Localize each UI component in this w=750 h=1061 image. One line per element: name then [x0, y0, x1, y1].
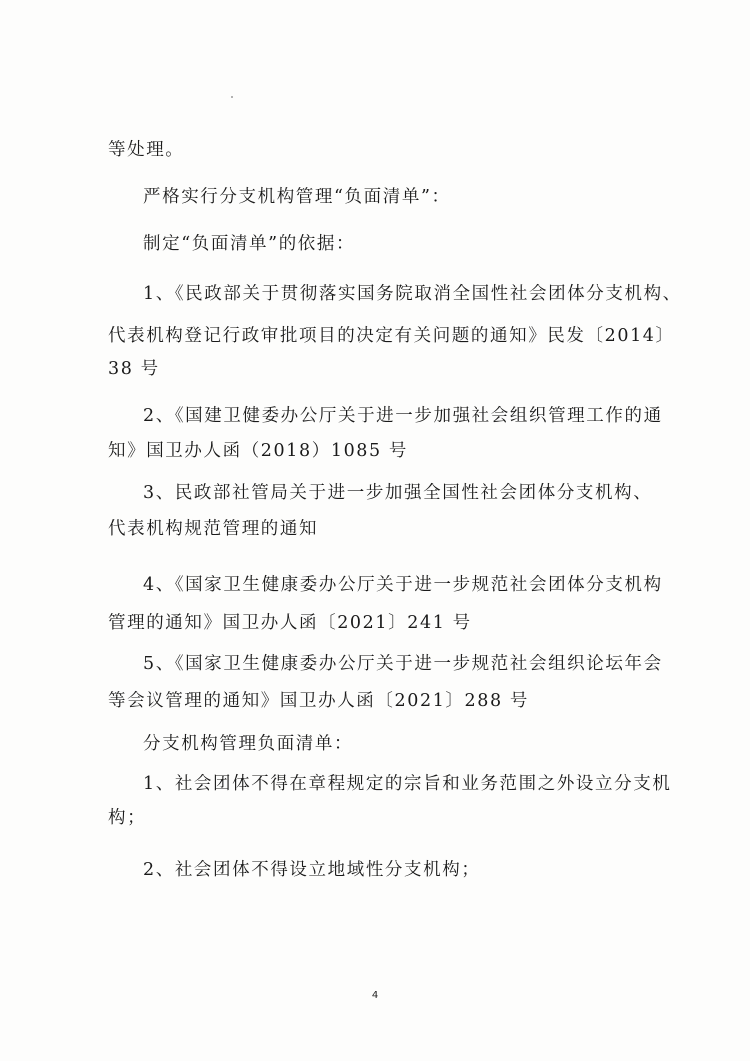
text-line-13: 5、《国家卫生健康委办公厅关于进一步规范社会组织论坛年会 [143, 654, 663, 674]
text-line-8: 知》国卫办人函（2018）1085 号 [108, 441, 409, 461]
text-line-4: 1、《民政部关于贯彻落实国务院取消全国性社会团体分支机构、 [143, 284, 682, 304]
text-line-3: 制定“负面清单”的依据： [143, 234, 356, 254]
text-line-1: 等处理。 [108, 140, 185, 160]
text-line-17: 构； [108, 808, 147, 828]
text-line-7: 2、《国建卫健委办公厅关于进一步加强社会组织管理工作的通 [143, 406, 663, 426]
text-line-15: 分支机构管理负面清单： [143, 734, 354, 754]
scan-speck [231, 96, 233, 98]
text-line-6: 38 号 [108, 359, 160, 379]
text-line-18: 2、社会团体不得设立地域性分支机构； [143, 860, 481, 880]
text-line-9: 3、民政部社管局关于进一步加强全国性社会团体分支机构、 [143, 483, 653, 503]
text-line-5: 代表机构登记行政审批项目的决定有关问题的通知》民发〔2014〕 [108, 326, 675, 346]
text-line-16: 1、社会团体不得在章程规定的宗旨和业务范围之外设立分支机 [143, 774, 672, 794]
text-line-2: 严格实行分支机构管理“负面清单”： [143, 187, 451, 207]
text-line-11: 4、《国家卫生健康委办公厅关于进一步规范社会团体分支机构 [143, 575, 663, 595]
text-line-14: 等会议管理的通知》国卫办人函〔2021〕288 号 [108, 691, 529, 711]
text-line-12: 管理的通知》国卫办人函〔2021〕241 号 [108, 613, 472, 633]
page-number: 4 [371, 990, 379, 1001]
text-line-10: 代表机构规范管理的通知 [108, 519, 319, 539]
